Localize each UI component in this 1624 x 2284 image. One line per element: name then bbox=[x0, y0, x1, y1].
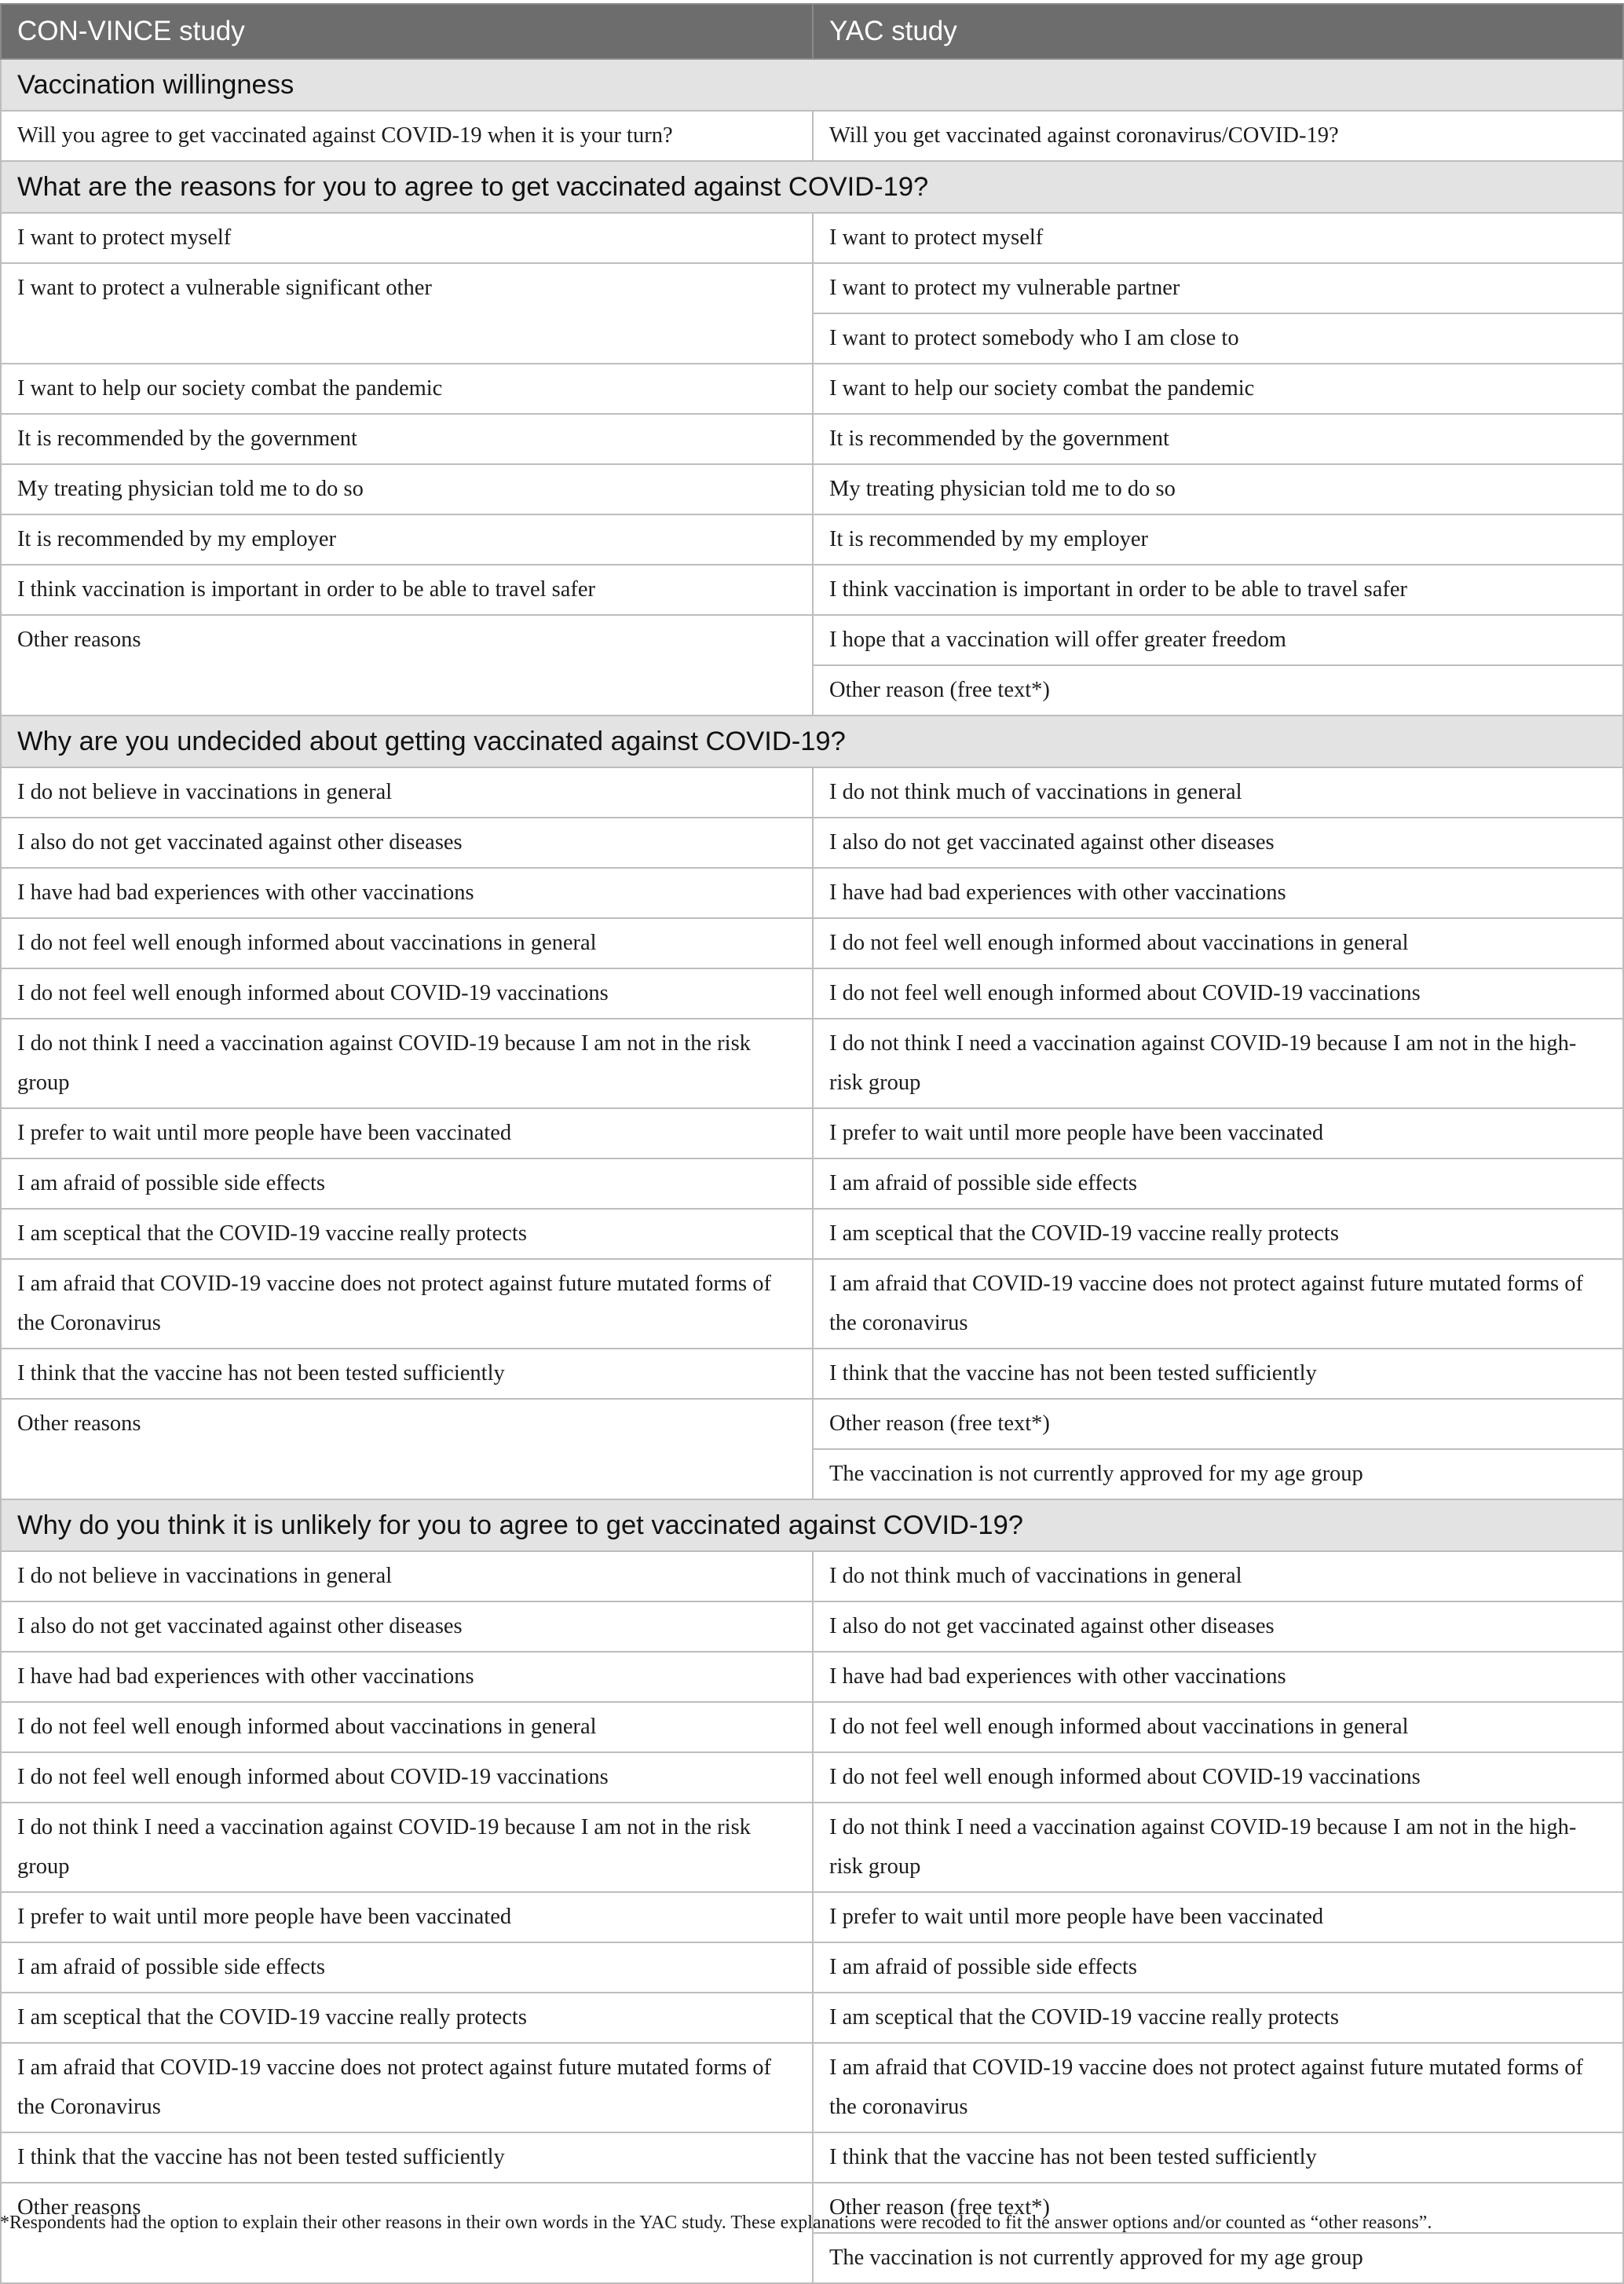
yac-cell: Other reason (free text*) bbox=[813, 1399, 1623, 1449]
table-footnote: *Respondents had the option to explain their other reasons in their own words in the YAC study. These explanations were recoded to fit the answer options and/or counted as “other reasons”. bbox=[0, 2213, 1432, 2233]
table-row bbox=[1, 414, 1623, 464]
yac-cell: I think vaccination is important in order to be able to travel safer bbox=[813, 565, 1623, 615]
section-title: What are the reasons for you to agree to get vaccinated against COVID-19? bbox=[1, 161, 1623, 213]
con-vince-cell: It is recommended by the government bbox=[1, 414, 813, 464]
yac-cell: I do not feel well enough informed about vaccinations in general bbox=[813, 918, 1623, 968]
table-row bbox=[1, 514, 1623, 565]
yac-cell: My treating physician told me to do so bbox=[813, 464, 1623, 514]
table-row bbox=[1, 1399, 1623, 1449]
yac-cell: I prefer to wait until more people have been vaccinated bbox=[813, 1892, 1623, 1942]
yac-cell: I do not feel well enough informed about COVID-19 vaccinations bbox=[813, 968, 1623, 1019]
con-vince-cell: I am afraid that COVID-19 vaccine does not protect against future mutated forms of the Coronavirus bbox=[1, 1259, 813, 1349]
yac-cell: I do not think I need a vaccination against COVID-19 because I am not in the high-risk group bbox=[813, 1803, 1623, 1892]
con-vince-cell: I prefer to wait until more people have been vaccinated bbox=[1, 1892, 813, 1942]
table-row bbox=[1, 1892, 1623, 1942]
table-row bbox=[1, 1993, 1623, 2043]
con-vince-cell: I prefer to wait until more people have been vaccinated bbox=[1, 1108, 813, 1158]
con-vince-cell: I do not feel well enough informed about COVID-19 vaccinations bbox=[1, 1752, 813, 1803]
section-title: Why do you think it is unlikely for you to agree to get vaccinated against COVID-19? bbox=[1, 1499, 1623, 1551]
table-row bbox=[1, 767, 1623, 818]
con-vince-cell: I have had bad experiences with other vaccinations bbox=[1, 1652, 813, 1702]
yac-cell: I hope that a vaccination will offer greater freedom bbox=[813, 615, 1623, 665]
con-vince-cell: I do not feel well enough informed about vaccinations in general bbox=[1, 918, 813, 968]
yac-cell: I am afraid that COVID-19 vaccine does not protect against future mutated forms of the coronavirus bbox=[813, 2043, 1623, 2132]
section-title: Vaccination willingness bbox=[1, 59, 1623, 111]
table-row bbox=[1, 1652, 1623, 1702]
table-row bbox=[1, 364, 1623, 414]
con-vince-cell: I do not believe in vaccinations in general bbox=[1, 1551, 813, 1601]
yac-cell: Will you get vaccinated against coronavirus/COVID-19? bbox=[813, 111, 1623, 161]
con-vince-cell: I want to help our society combat the pandemic bbox=[1, 364, 813, 414]
table-row bbox=[1, 818, 1623, 868]
table-row bbox=[1, 2043, 1623, 2132]
con-vince-cell: I do not think I need a vaccination against COVID-19 because I am not in the risk group bbox=[1, 1019, 813, 1108]
con-vince-cell: I think that the vaccine has not been tested sufficiently bbox=[1, 1349, 813, 1399]
yac-cell: I want to protect my vulnerable partner bbox=[813, 263, 1623, 313]
con-vince-cell: I am sceptical that the COVID-19 vaccine really protects bbox=[1, 1209, 813, 1259]
con-vince-cell: I am sceptical that the COVID-19 vaccine really protects bbox=[1, 1993, 813, 2043]
con-vince-cell: I also do not get vaccinated against other diseases bbox=[1, 818, 813, 868]
con-vince-cell: I am afraid of possible side effects bbox=[1, 1942, 813, 1993]
con-vince-cell: I also do not get vaccinated against other diseases bbox=[1, 1601, 813, 1652]
yac-cell: I think that the vaccine has not been tested sufficiently bbox=[813, 2132, 1623, 2183]
table-row bbox=[1, 615, 1623, 665]
table-row bbox=[1, 1349, 1623, 1399]
con-vince-cell: I am afraid of possible side effects bbox=[1, 1158, 813, 1209]
yac-cell: I do not feel well enough informed about COVID-19 vaccinations bbox=[813, 1752, 1623, 1803]
con-vince-cell: I do not think I need a vaccination against COVID-19 because I am not in the risk group bbox=[1, 1803, 813, 1892]
table-row bbox=[1, 464, 1623, 514]
table-row bbox=[1, 1702, 1623, 1752]
table-row bbox=[1, 868, 1623, 918]
table-row bbox=[1, 1209, 1623, 1259]
yac-cell: I do not think much of vaccinations in general bbox=[813, 767, 1623, 818]
yac-cell: I have had bad experiences with other vaccinations bbox=[813, 868, 1623, 918]
yac-cell: The vaccination is not currently approved for my age group bbox=[813, 2233, 1623, 2283]
section-header-row bbox=[1, 1499, 1623, 1551]
table-body bbox=[1, 59, 1623, 2283]
yac-cell: I am sceptical that the COVID-19 vaccine really protects bbox=[813, 1209, 1623, 1259]
con-vince-cell: I have had bad experiences with other vaccinations bbox=[1, 868, 813, 918]
table-row bbox=[1, 2132, 1623, 2183]
yac-cell: I also do not get vaccinated against other diseases bbox=[813, 818, 1623, 868]
yac-cell: I think that the vaccine has not been tested sufficiently bbox=[813, 1349, 1623, 1399]
con-vince-cell: Other reasons bbox=[1, 2183, 813, 2283]
table-row bbox=[1, 1019, 1623, 1108]
header-yac-study: YAC study bbox=[813, 4, 1623, 59]
table-row bbox=[1, 213, 1623, 263]
table-row bbox=[1, 1108, 1623, 1158]
table-row bbox=[1, 1259, 1623, 1349]
comparison-table bbox=[0, 3, 1624, 2284]
section-header-row bbox=[1, 716, 1623, 767]
table-row bbox=[1, 918, 1623, 968]
section-title: Why are you undecided about getting vaccinated against COVID-19? bbox=[1, 716, 1623, 767]
yac-cell: I also do not get vaccinated against other diseases bbox=[813, 1601, 1623, 1652]
header-con-vince-study: CON-VINCE study bbox=[1, 4, 813, 59]
yac-cell: Other reason (free text*) bbox=[813, 2183, 1623, 2233]
con-vince-cell: Other reasons bbox=[1, 1399, 813, 1499]
con-vince-cell: I want to protect a vulnerable significant other bbox=[1, 263, 813, 364]
con-vince-cell: I think vaccination is important in order to be able to travel safer bbox=[1, 565, 813, 615]
table-row bbox=[1, 1158, 1623, 1209]
yac-cell: I have had bad experiences with other vaccinations bbox=[813, 1652, 1623, 1702]
table-row bbox=[1, 111, 1623, 161]
yac-cell: I prefer to wait until more people have been vaccinated bbox=[813, 1108, 1623, 1158]
table-row bbox=[1, 1942, 1623, 1993]
yac-cell: I want to help our society combat the pandemic bbox=[813, 364, 1623, 414]
table-row bbox=[1, 1601, 1623, 1652]
con-vince-cell: I am afraid that COVID-19 vaccine does not protect against future mutated forms of the Coronavirus bbox=[1, 2043, 813, 2132]
yac-cell: I am afraid of possible side effects bbox=[813, 1158, 1623, 1209]
con-vince-cell: I want to protect myself bbox=[1, 213, 813, 263]
con-vince-cell: My treating physician told me to do so bbox=[1, 464, 813, 514]
table-row bbox=[1, 968, 1623, 1019]
yac-cell: I do not feel well enough informed about vaccinations in general bbox=[813, 1702, 1623, 1752]
yac-cell: Other reason (free text*) bbox=[813, 665, 1623, 716]
yac-cell: I want to protect myself bbox=[813, 213, 1623, 263]
table-row bbox=[1, 565, 1623, 615]
table-row bbox=[1, 1752, 1623, 1803]
table-header-row bbox=[1, 4, 1623, 59]
section-header-row bbox=[1, 59, 1623, 111]
yac-cell: The vaccination is not currently approved for my age group bbox=[813, 1449, 1623, 1499]
yac-cell: It is recommended by my employer bbox=[813, 514, 1623, 565]
table-row bbox=[1, 1551, 1623, 1601]
con-vince-cell: I do not feel well enough informed about COVID-19 vaccinations bbox=[1, 968, 813, 1019]
con-vince-cell: Other reasons bbox=[1, 615, 813, 716]
yac-cell: I am afraid of possible side effects bbox=[813, 1942, 1623, 1993]
yac-cell: I am afraid that COVID-19 vaccine does not protect against future mutated forms of the coronavirus bbox=[813, 1259, 1623, 1349]
con-vince-cell: It is recommended by my employer bbox=[1, 514, 813, 565]
yac-cell: I do not think I need a vaccination against COVID-19 because I am not in the high-risk group bbox=[813, 1019, 1623, 1108]
section-header-row bbox=[1, 161, 1623, 213]
yac-cell: I do not think much of vaccinations in general bbox=[813, 1551, 1623, 1601]
con-vince-cell: Will you agree to get vaccinated against COVID-19 when it is your turn? bbox=[1, 111, 813, 161]
yac-cell: It is recommended by the government bbox=[813, 414, 1623, 464]
yac-cell: I want to protect somebody who I am close to bbox=[813, 313, 1623, 364]
con-vince-cell: I do not believe in vaccinations in general bbox=[1, 767, 813, 818]
table-row bbox=[1, 263, 1623, 313]
table-row bbox=[1, 1803, 1623, 1892]
con-vince-cell: I think that the vaccine has not been tested sufficiently bbox=[1, 2132, 813, 2183]
yac-cell: I am sceptical that the COVID-19 vaccine really protects bbox=[813, 1993, 1623, 2043]
con-vince-cell: I do not feel well enough informed about vaccinations in general bbox=[1, 1702, 813, 1752]
